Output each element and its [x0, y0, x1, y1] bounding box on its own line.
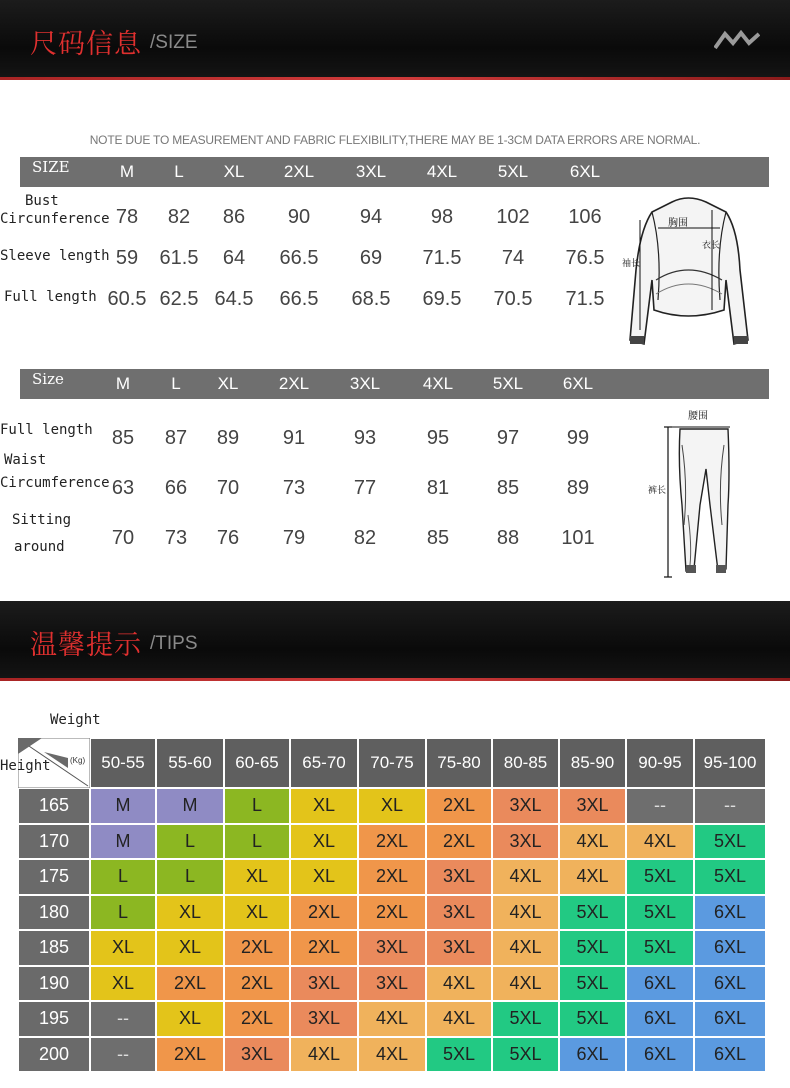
size-recommendation-cell: 6XL	[694, 966, 766, 1002]
measurement-value: 97	[496, 427, 520, 449]
size-recommendation-cell: 4XL	[492, 930, 559, 966]
measurement-value: 62.5	[159, 288, 199, 310]
size-column-header: 4XL	[426, 162, 458, 181]
measurement-value: 61.5	[159, 247, 199, 269]
measurement-value: 89	[566, 477, 590, 499]
size-recommendation-cell: 2XL	[358, 824, 426, 860]
size-recommendation-cell: 6XL	[694, 930, 766, 966]
size-recommendation-cell: 5XL	[626, 930, 694, 966]
size-recommendation-cell: 6XL	[626, 966, 694, 1002]
size-recommendation-cell: L	[224, 824, 290, 860]
weight-column-header: 75-80	[426, 738, 492, 788]
size-column-header: 5XL	[492, 374, 524, 393]
size-recommendation-cell: 5XL	[559, 895, 626, 931]
size-recommendation-cell: 3XL	[492, 824, 559, 860]
measurement-value: 68.5	[351, 288, 391, 310]
size-recommendation-cell: 4XL	[559, 859, 626, 895]
measurement-value: 66.5	[279, 247, 319, 269]
weight-column-header: 70-75	[358, 738, 426, 788]
top-size-header	[20, 157, 769, 187]
pants-diagram	[648, 405, 748, 585]
measurement-value: 76.5	[565, 247, 605, 269]
height-row-header: 195	[18, 1001, 90, 1037]
size-recommendation-cell: 4XL	[492, 859, 559, 895]
weight-column-header: 65-70	[290, 738, 358, 788]
size-title-en: /SIZE	[150, 32, 198, 53]
size-recommendation-cell: 3XL	[290, 966, 358, 1002]
size-recommendation-cell: XL	[290, 788, 358, 824]
height-row-header: 190	[18, 966, 90, 1002]
size-recommendation-cell: XL	[358, 788, 426, 824]
measurement-value: 106	[568, 206, 602, 228]
size-recommendation-cell: 2XL	[426, 824, 492, 860]
measurement-value: 102	[496, 206, 530, 228]
size-recommendation-cell: 2XL	[358, 895, 426, 931]
size-recommendation-cell: 6XL	[626, 1001, 694, 1037]
bottom-size-header	[20, 369, 769, 399]
measurement-value: 73	[282, 477, 306, 499]
measurement-value: 59	[115, 247, 139, 269]
measurement-value: 86	[222, 206, 246, 228]
height-row-header: 165	[18, 788, 90, 824]
grid-corner	[0, 738, 90, 788]
measurement-value: 70	[111, 527, 135, 549]
height-row-header: 200	[18, 1037, 90, 1073]
size-recommendation-cell: L	[156, 859, 224, 895]
size-recommendation-cell: 5XL	[626, 895, 694, 931]
measurement-value: 85	[496, 477, 520, 499]
weight-column-header: 85-90	[559, 738, 626, 788]
measurement-value: 79	[282, 527, 306, 549]
measurement-value: 85	[111, 427, 135, 449]
size-recommendation-cell: 3XL	[290, 1001, 358, 1037]
size-recommendation-cell: 6XL	[694, 1037, 766, 1073]
measurement-label: Sitting	[12, 512, 72, 528]
size-recommendation-cell: 2XL	[224, 1001, 290, 1037]
height-row-header: 170	[18, 824, 90, 860]
size-recommendation-cell: 3XL	[559, 788, 626, 824]
measurement-value: 78	[115, 206, 139, 228]
measurement-value: 93	[353, 427, 377, 449]
top-header-label: SIZE	[32, 158, 70, 176]
size-recommendation-cell: L	[156, 824, 224, 860]
size-recommendation-cell: 6XL	[694, 895, 766, 931]
measurement-value: 71.5	[422, 247, 462, 269]
size-recommendation-cell: --	[90, 1001, 156, 1037]
size-banner	[0, 0, 790, 80]
length-label: 衣长	[702, 241, 721, 251]
measurement-label: Circumference	[0, 475, 110, 491]
size-column-header: 2XL	[283, 162, 315, 181]
measurement-label: Circunference	[0, 211, 110, 227]
size-recommendation-cell: XL	[90, 930, 156, 966]
measurement-value: 91	[282, 427, 306, 449]
size-recommendation-cell: 6XL	[694, 1001, 766, 1037]
size-recommendation-cell: 5XL	[492, 1037, 559, 1073]
measurement-value: 74	[501, 247, 525, 269]
measurement-value: 69	[359, 247, 383, 269]
measurement-value: 82	[167, 206, 191, 228]
size-recommendation-cell: 2XL	[156, 966, 224, 1002]
size-recommendation-cell: XL	[156, 1001, 224, 1037]
size-recommendation-cell: XL	[290, 824, 358, 860]
measurement-value: 95	[426, 427, 450, 449]
tips-title-en: /TIPS	[150, 633, 198, 654]
size-recommendation-cell: 2XL	[224, 966, 290, 1002]
brand-logo-icon	[714, 30, 760, 50]
size-column-header: M	[119, 162, 135, 181]
size-recommendation-cell: 4XL	[492, 895, 559, 931]
height-row-header: 180	[18, 895, 90, 931]
measurement-label: Full length	[0, 422, 93, 438]
size-recommendation-cell: --	[626, 788, 694, 824]
size-column-header: 4XL	[422, 374, 454, 393]
size-recommendation-cell: L	[90, 895, 156, 931]
size-recommendation-cell: M	[90, 788, 156, 824]
measurement-value: 71.5	[565, 288, 605, 310]
size-recommendation-cell: 3XL	[358, 930, 426, 966]
measurement-label: Full length	[4, 289, 97, 305]
measurement-value: 76	[216, 527, 240, 549]
size-recommendation-cell: 4XL	[626, 824, 694, 860]
size-column-header: L	[171, 374, 181, 393]
size-recommendation-cell: 5XL	[626, 859, 694, 895]
size-recommendation-cell: 3XL	[358, 966, 426, 1002]
measurement-value: 64.5	[214, 288, 254, 310]
size-recommendation-cell: XL	[290, 859, 358, 895]
height-row-header: 175	[18, 859, 90, 895]
banner-divider	[0, 678, 790, 681]
size-recommendation-cell: 5XL	[492, 1001, 559, 1037]
size-recommendation-cell: 3XL	[426, 895, 492, 931]
size-recommendation-cell: 4XL	[559, 824, 626, 860]
measurement-value: 101	[561, 527, 595, 549]
measurement-value: 88	[496, 527, 520, 549]
size-column-header: 6XL	[569, 162, 601, 181]
measurement-label: Bust	[25, 193, 59, 209]
size-recommendation-cell: 4XL	[492, 966, 559, 1002]
weight-column-header: 90-95	[626, 738, 694, 788]
size-recommendation-cell: XL	[156, 930, 224, 966]
size-recommendation-cell: 2XL	[290, 895, 358, 931]
size-recommendation-cell: 2XL	[290, 930, 358, 966]
size-recommendation-cell: 4XL	[426, 1001, 492, 1037]
size-recommendation-cell: M	[156, 788, 224, 824]
size-recommendation-cell: 2XL	[358, 859, 426, 895]
size-recommendation-cell: 2XL	[156, 1037, 224, 1073]
weight-column-header: 50-55	[90, 738, 156, 788]
size-recommendation-cell: 5XL	[694, 824, 766, 860]
size-recommendation-cell: 5XL	[426, 1037, 492, 1073]
measurement-value: 70.5	[493, 288, 533, 310]
size-column-header: 6XL	[562, 374, 594, 393]
measurement-note: NOTE DUE TO MEASUREMENT AND FABRIC FLEXIBILITY,THERE MAY BE 1-3CM DATA ERRORS ARE NORMAL.	[89, 133, 701, 147]
measurement-value: 66	[164, 477, 188, 499]
waist-label: 腰围	[688, 411, 708, 422]
size-recommendation-cell: 5XL	[559, 930, 626, 966]
measurement-value: 77	[353, 477, 377, 499]
measurement-label: around	[14, 539, 65, 555]
size-column-header: XL	[223, 162, 245, 181]
measurement-value: 73	[164, 527, 188, 549]
height-axis-label: Height	[0, 758, 51, 774]
size-recommendation-cell: 4XL	[358, 1001, 426, 1037]
size-recommendation-cell: 2XL	[426, 788, 492, 824]
measurement-value: 99	[566, 427, 590, 449]
sleeve-label: 袖长	[622, 259, 641, 269]
measurement-value: 82	[353, 527, 377, 549]
weight-column-header: 55-60	[156, 738, 224, 788]
size-recommendation-cell: --	[694, 788, 766, 824]
size-recommendation-cell: 4XL	[290, 1037, 358, 1073]
measurement-value: 63	[111, 477, 135, 499]
size-column-header: L	[174, 162, 184, 181]
size-recommendation-cell: 5XL	[559, 966, 626, 1002]
size-recommendation-cell: XL	[156, 895, 224, 931]
size-column-header: 3XL	[355, 162, 387, 181]
weight-column-header: 60-65	[224, 738, 290, 788]
size-recommendation-cell: XL	[224, 859, 290, 895]
weight-column-header: 80-85	[492, 738, 559, 788]
tips-banner	[0, 601, 790, 681]
measurement-value: 98	[430, 206, 454, 228]
pants-length-label: 裤长	[648, 486, 667, 496]
size-recommendation-cell: 6XL	[559, 1037, 626, 1073]
size-recommendation-cell: 4XL	[426, 966, 492, 1002]
measurement-value: 90	[287, 206, 311, 228]
measurement-value: 85	[426, 527, 450, 549]
measurement-value: 94	[359, 206, 383, 228]
measurement-label: Sleeve length	[0, 248, 110, 264]
size-recommendation-cell: 3XL	[426, 859, 492, 895]
size-recommendation-cell: 5XL	[559, 1001, 626, 1037]
measurement-value: 87	[164, 427, 188, 449]
measurement-label: Waist	[4, 452, 47, 468]
size-recommendation-cell: --	[90, 1037, 156, 1073]
size-column-header: 5XL	[497, 162, 529, 181]
size-recommendation-cell: L	[224, 788, 290, 824]
weight-column-header: 95-100	[694, 738, 766, 788]
tips-title-cn: 温馨提示	[30, 630, 142, 661]
size-recommendation-cell: 6XL	[626, 1037, 694, 1073]
size-column-header: M	[115, 374, 131, 393]
measurement-value: 69.5	[422, 288, 462, 310]
size-recommendation-cell: 2XL	[224, 930, 290, 966]
measurement-value: 66.5	[279, 288, 319, 310]
shirt-diagram	[622, 190, 754, 350]
measurement-value: 60.5	[107, 288, 147, 310]
measurement-value: 81	[426, 477, 450, 499]
measurement-value: 70	[216, 477, 240, 499]
size-recommendation-cell: XL	[90, 966, 156, 1002]
size-recommendation-cell: L	[90, 859, 156, 895]
size-recommendation-cell: 3XL	[426, 930, 492, 966]
measurement-value: 64	[222, 247, 246, 269]
size-recommendation-cell: 5XL	[694, 859, 766, 895]
size-recommendation-cell: 3XL	[492, 788, 559, 824]
height-row-header: 185	[18, 930, 90, 966]
size-column-header: 2XL	[278, 374, 310, 393]
size-recommendation-cell: 4XL	[358, 1037, 426, 1073]
bottom-header-label: Size	[32, 370, 64, 388]
size-recommendation-cell: M	[90, 824, 156, 860]
size-column-header: XL	[217, 374, 239, 393]
weight-axis-label: Weight	[50, 712, 101, 728]
chest-label: 胸围	[668, 218, 688, 229]
size-recommendation-cell: 3XL	[224, 1037, 290, 1073]
size-title-cn: 尺码信息	[30, 29, 142, 60]
size-recommendation-cell: XL	[224, 895, 290, 931]
kg-unit-label: (Kg)	[70, 756, 86, 765]
banner-divider	[0, 77, 790, 80]
measurement-value: 89	[216, 427, 240, 449]
size-column-header: 3XL	[349, 374, 381, 393]
